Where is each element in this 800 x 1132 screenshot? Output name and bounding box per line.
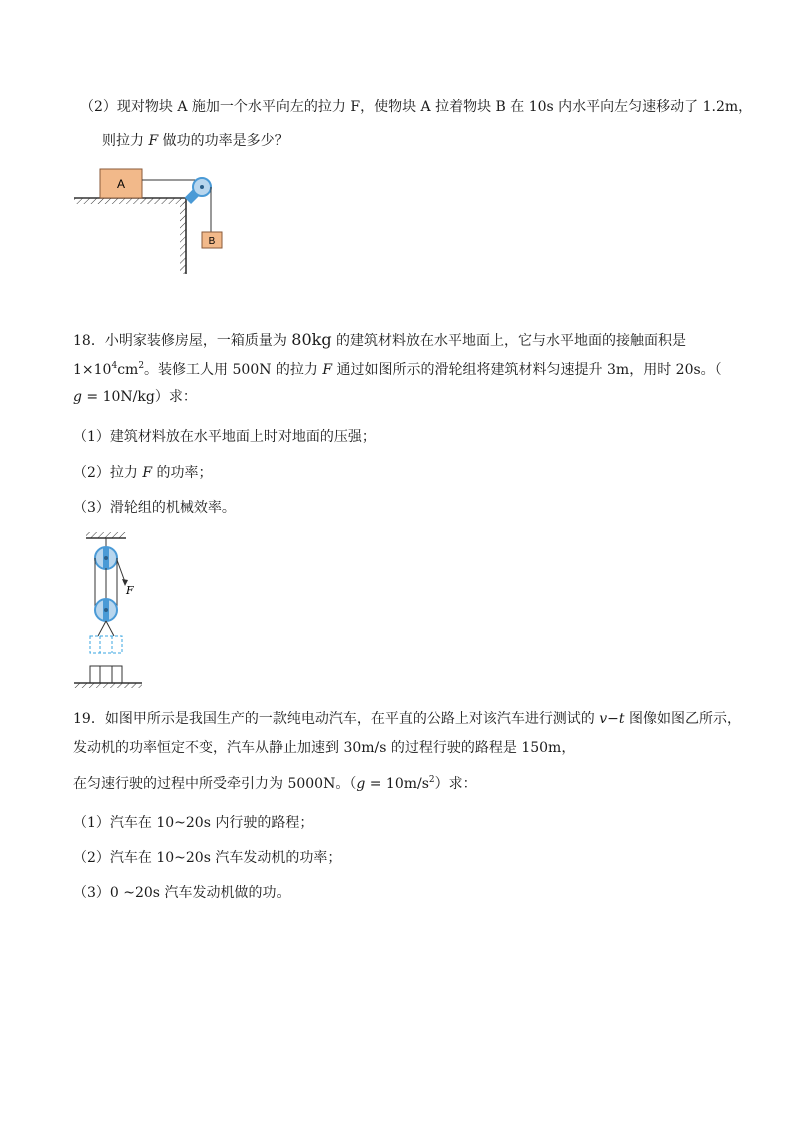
q17-text-a: 则拉力 — [102, 133, 149, 149]
q18-sub2-b: 的功率； — [152, 465, 213, 481]
q18-sub1-text: （1）建筑材料放在水平地面上时对地面的压强； — [73, 429, 376, 445]
wall-hatch — [180, 198, 186, 274]
q19-sub2-text: （2）汽车在 10~20s 汽车发动机的功率； — [73, 850, 342, 866]
q17-part2-line2 — [102, 131, 289, 151]
q19-g-symbol: g — [356, 776, 366, 792]
force-arrow-line — [117, 560, 125, 582]
block-b-label: B — [208, 236, 216, 247]
q19-sub1-text: （1）汽车在 10~20s 内行驶的路程； — [73, 815, 314, 831]
q18-sub2-a: （2）拉力 — [73, 465, 143, 481]
q19-text-a: 19．如图甲所示是我国生产的一款纯电动汽车，在平直的公路上对该汽车进行测试的 — [73, 711, 600, 727]
q18-pulley-system-figure — [70, 530, 150, 690]
q18-g-value: = 10N/kg — [81, 389, 155, 405]
q18-sub1 — [73, 427, 376, 447]
q18-area-unit: cm — [117, 362, 139, 378]
q19-text-e: ）求： — [434, 776, 477, 792]
q18-line3 — [73, 387, 197, 407]
q18-mass: 80kg — [291, 330, 332, 349]
q18-g-symbol: g — [73, 389, 82, 405]
q18-line2 — [73, 360, 722, 380]
q18-text-e: 通过如图所示的滑轮组将建筑材料匀速提升 — [332, 362, 608, 378]
q18-time: 20s — [675, 362, 701, 378]
q17-text-b: 做功的功率是多少？ — [158, 133, 289, 149]
hook-left — [98, 621, 106, 636]
q18-area-base: 1×10 — [73, 362, 112, 378]
ceiling-hatch — [86, 532, 126, 538]
q19-g-exp: 2 — [428, 775, 435, 785]
load-box — [90, 666, 122, 683]
movable-pulley-axle — [104, 608, 108, 612]
dashed-load-box — [90, 636, 122, 653]
q19-line2 — [73, 738, 575, 758]
q19-vt-symbol: v−t — [599, 711, 625, 727]
q18-sub3 — [73, 498, 236, 518]
force-label: F — [126, 584, 134, 597]
q17-force-symbol: F — [148, 133, 159, 149]
q18-text-f: ，用时 — [629, 362, 676, 378]
q18-text-d: 的拉力 — [271, 362, 323, 378]
table-hatch — [74, 198, 186, 204]
q18-sub2-force-symbol: F — [142, 465, 153, 481]
q18-area-unit-exp: 2 — [138, 361, 145, 371]
block-a-label: A — [116, 177, 126, 191]
q18-text-c: 。装修工人用 — [144, 362, 233, 378]
q19-line1 — [73, 709, 741, 729]
ground-hatch — [74, 683, 142, 688]
q19-g-value: = 10m/s — [365, 776, 429, 792]
q18-text-a: 18．小明家装修房屋，一箱质量为 — [73, 333, 292, 349]
q18-area-exp: 4 — [111, 361, 118, 371]
q18-sub3-text: （3）滑轮组的机械效率。 — [73, 500, 236, 516]
q19-line3 — [73, 774, 477, 794]
q17-part2-line1 — [80, 97, 752, 117]
q18-text-g: 。（ — [700, 362, 722, 378]
q18-force-symbol: F — [322, 362, 333, 378]
q18-height: 3m — [607, 362, 630, 378]
q19-sub1 — [73, 813, 313, 833]
q19-sub3-text: （3）0 ~20s 汽车发动机做的功。 — [73, 885, 291, 901]
hook-right — [106, 621, 114, 636]
q19-text-d: 在匀速行驶的过程中所受牵引力为 5000N。（ — [73, 776, 357, 792]
q19-sub3 — [73, 883, 290, 903]
q17-pulley-figure — [72, 166, 232, 276]
q17-part2-text: （2）现对物块 A 施加一个水平向左的拉力 F，使物块 A 拉着物块 B 在 10s 内水平向左匀速移动了 1.2m， — [80, 99, 753, 115]
q18-text-b: 的建筑材料放在水平地面上，它与水平地面的接触面积是 — [331, 333, 687, 349]
q19-sub2 — [73, 848, 341, 868]
q18-force: 500N — [232, 362, 272, 378]
q19-text-b: 图像如图乙所示， — [624, 711, 741, 727]
q18-line1 — [73, 330, 686, 351]
fixed-pulley-axle — [104, 556, 108, 560]
q18-text-h: ）求： — [154, 389, 197, 405]
q18-sub2 — [73, 463, 213, 483]
q19-text-c: 发动机的功率恒定不变，汽车从静止加速到 30m/s 的过程行驶的路程是 150m， — [73, 740, 576, 756]
pulley-axle — [200, 185, 204, 189]
